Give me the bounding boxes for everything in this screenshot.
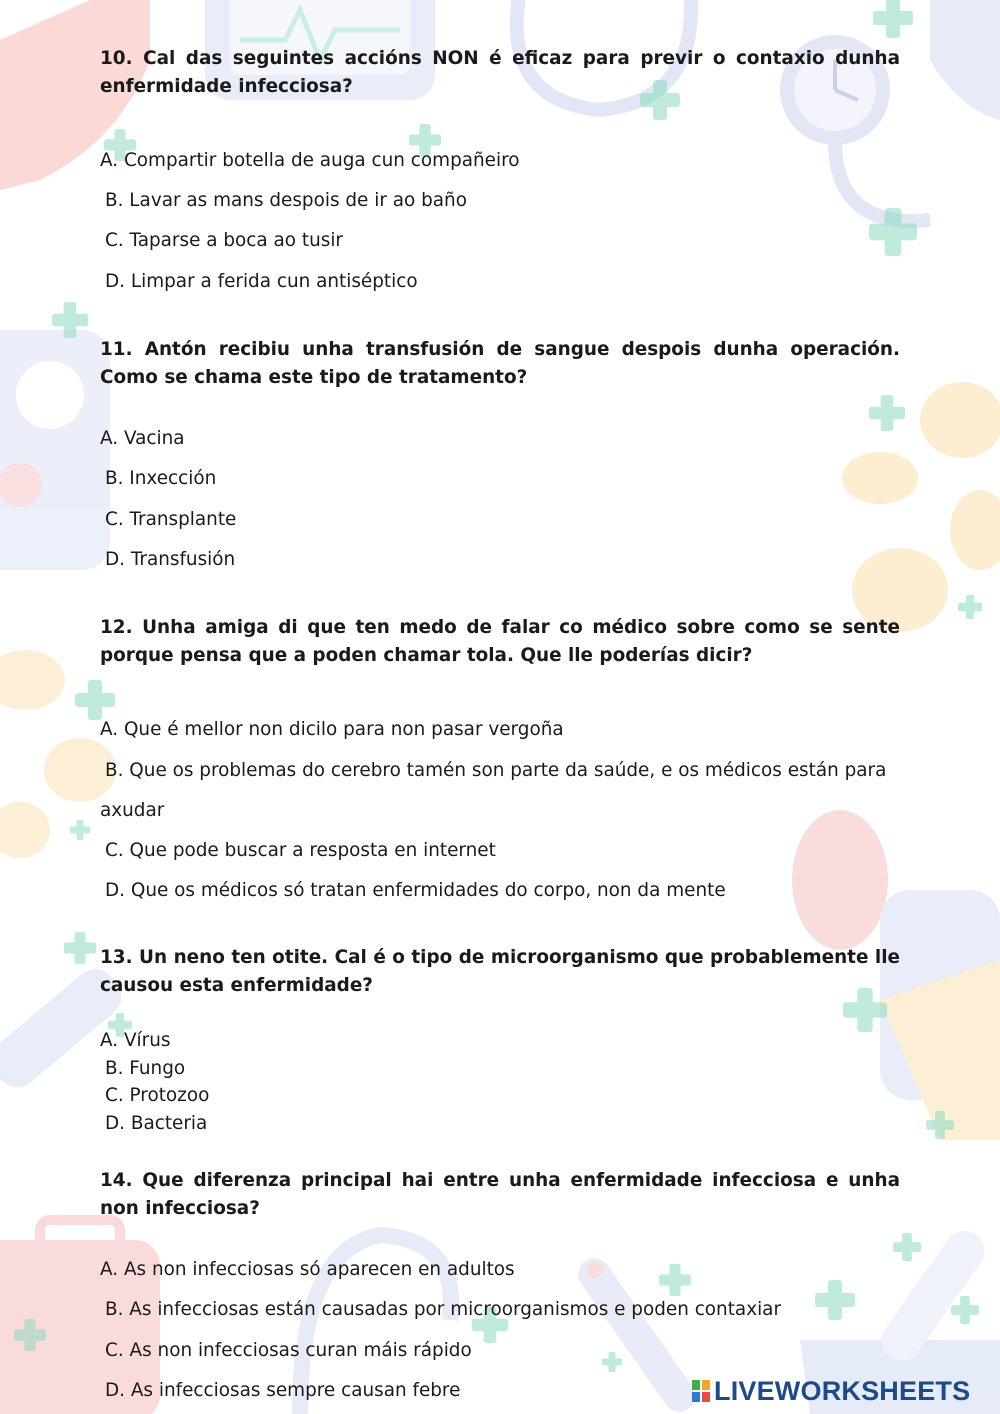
question-13-option-b[interactable]: B. Fungo	[105, 1058, 186, 1079]
question-14-text: 14. Que diferenza principal hai entre unha enfermidade infecciosa e unha non infecciosa?	[100, 1170, 900, 1219]
liveworksheets-logo-icon	[692, 1380, 710, 1402]
question-14-option-d[interactable]: D. As infecciosas sempre causan febre	[105, 1380, 461, 1401]
question-14-option-c[interactable]: C. As non infecciosas curan máis rápido	[105, 1340, 472, 1361]
question-11-option-c[interactable]: C. Transplante	[105, 509, 237, 530]
worksheet	[100, 0, 900, 1414]
question-13-option-a[interactable]: A. Vírus	[100, 1030, 171, 1051]
question-10-option-a[interactable]: A. Compartir botella de auga cun compañeiro	[100, 150, 520, 171]
question-10-option-b[interactable]: B. Lavar as mans despois de ir ao baño	[105, 190, 467, 211]
question-11-text: 11. Antón recibiu unha transfusión de sangue despois dunha operación. Como se chama este tipo de tratamento?	[100, 339, 900, 388]
question-12-option-d[interactable]: D. Que os médicos só tratan enfermidades do corpo, non da mente	[105, 880, 726, 901]
question-13-text: 13. Un neno ten otite. Cal é o tipo de microorganismo que probablemente lle causou esta enfermidade?	[100, 947, 900, 996]
liveworksheets-logo	[692, 1376, 970, 1406]
question-12-option-c[interactable]: C. Que pode buscar a resposta en internet	[105, 840, 496, 861]
question-14-option-a[interactable]: A. As non infecciosas só aparecen en adultos	[100, 1259, 515, 1280]
question-10-option-c[interactable]: C. Taparse a boca ao tusir	[105, 230, 343, 251]
question-12-option-b[interactable]: B. Que os problemas do cerebro tamén son parte da saúde, e os médicos están para axudar	[100, 760, 887, 821]
question-12-option-a[interactable]: A. Que é mellor non dicilo para non pasar vergoña	[100, 719, 564, 740]
medical-device-icon	[0, 330, 110, 570]
question-10-option-d[interactable]: D. Limpar a ferida cun antiséptico	[105, 271, 418, 292]
question-14-option-b[interactable]: B. As infecciosas están causadas por microorganismos e poden contaxiar	[105, 1299, 782, 1320]
liveworksheets-logo-text: LIVEWORKSHEETS	[714, 1375, 971, 1406]
question-11-option-d[interactable]: D. Transfusión	[105, 549, 236, 570]
question-11-option-a[interactable]: A. Vacina	[100, 428, 185, 449]
question-13-option-d[interactable]: D. Bacteria	[105, 1113, 208, 1134]
question-11-option-b[interactable]: B. Inxección	[105, 468, 217, 489]
question-13-option-c[interactable]: C. Protozoo	[105, 1085, 210, 1106]
question-10-text: 10. Cal das seguintes accións NON é eficaz para previr o contaxio dunha enfermidade infecciosa?	[100, 48, 900, 97]
question-12-text: 12. Unha amiga di que ten medo de falar co médico sobre como se sente porque pensa que a poden chamar tola. Que lle poderías dicir?	[100, 617, 900, 666]
